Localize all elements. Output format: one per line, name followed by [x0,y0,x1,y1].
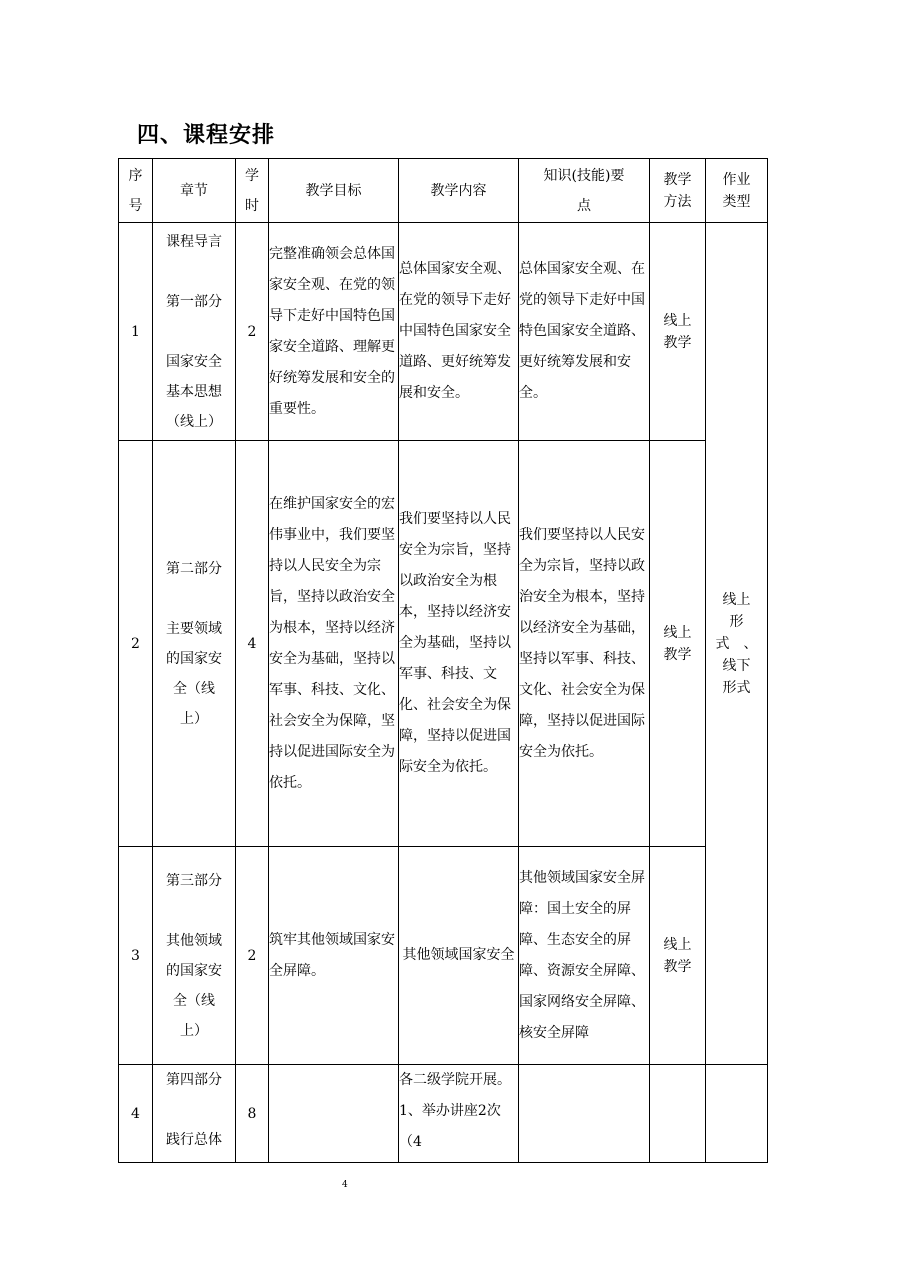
header-seq-line2: 号 [128,197,143,214]
homework-line: 线下 [722,657,751,674]
homework-type-cell [706,223,768,1065]
header-homework [706,159,768,223]
row1-chapter [153,223,236,441]
row4-chapter [153,1065,236,1163]
row1-chapter-line: 课程导言 [166,233,222,250]
row3-method-line: 教学 [663,958,692,975]
row2-method-line: 教学 [663,646,692,663]
row4-method [650,1065,706,1163]
row4-seq: 4 [119,1065,153,1163]
header-row [119,159,768,223]
row3-method-line: 线上 [663,936,692,953]
row4-points [519,1065,650,1163]
row1-content: 总体国家安全观、在党的领导下走好中国特色国家安全道路、更好统筹发展和安全。 [399,223,519,441]
row3-chapter-line: 的国家安 [166,962,222,979]
homework-line: 线上 [722,591,751,608]
row2-chapter-line: 上） [180,710,208,727]
header-method-line1: 教学 [663,171,692,188]
row3-chapter-line: 其他领域 [166,932,222,949]
row4-hours: 8 [236,1065,269,1163]
table-row [119,441,768,847]
row4-homework [706,1065,768,1163]
course-schedule-table [118,158,768,1163]
row3-hours: 2 [236,847,269,1065]
row2-seq: 2 [119,441,153,847]
header-points-line1: 知识(技能)要 [543,167,625,184]
header-method-line2: 方法 [663,193,692,210]
homework-line: 形 [729,613,744,630]
row2-chapter-line: 的国家安 [166,650,222,667]
header-goal: 教学目标 [269,159,399,223]
row1-method [650,223,706,441]
row3-points: 其他领域国家安全屏障：国土安全的屏障、生态安全的屏障、资源安全屏障、国家网络安全屏障、核安全屏障 [519,847,650,1065]
row2-chapter [153,441,236,847]
row3-goal: 筑牢其他领域国家安全屏障。 [269,847,399,1065]
row2-chapter-line: 全（线 [173,680,215,697]
homework-line: 式 、 [715,635,758,652]
row1-hours: 2 [236,223,269,441]
row3-content: 其他领域国家安全 [399,847,519,1065]
header-hours-line1: 学 [245,167,259,184]
row2-method [650,441,706,847]
row1-chapter-line: 基本思想 [166,383,222,400]
row3-method [650,847,706,1065]
header-homework-line2: 类型 [722,193,751,210]
row2-points: 我们要坚持以人民安全为宗旨，坚持以政治安全为根本，坚持以经济安全为基础，坚持以军事、科技、文化、社会安全为保障，坚持以促进国际安全为依托。 [519,441,650,847]
row3-chapter-line: 上） [180,1022,208,1039]
row1-method-line: 线上 [663,312,692,329]
row2-content: 我们要坚持以人民安全为宗旨，坚持以政治安全为根本，坚持以经济安全为基础，坚持以军事、科技、文化、社会安全为保障，坚持以促进国际安全为依托。 [399,441,519,847]
row1-chapter-line: 国家安全 [166,353,222,370]
row1-chapter-line: 第一部分 [166,293,222,310]
header-seq-line1: 序 [128,167,143,184]
header-homework-line1: 作业 [722,171,751,188]
header-hours-line2: 时 [245,197,259,214]
header-method [650,159,706,223]
row2-goal: 在维护国家安全的宏伟事业中，我们要坚持以人民安全为宗旨，坚持以政治安全为根本，坚持以经济安全为基础，坚持以军事、科技、文化、社会安全为保障，坚持以促进国际安全为依托。 [269,441,399,847]
table-row [119,223,768,441]
header-points [519,159,650,223]
row3-chapter-line: 第三部分 [166,872,222,889]
row3-chapter-line: 全（线 [173,992,215,1009]
header-hours [236,159,269,223]
row4-goal [269,1065,399,1163]
row1-seq: 1 [119,223,153,441]
header-seq [119,159,153,223]
row3-seq: 3 [119,847,153,1065]
homework-line: 形式 [722,679,751,696]
row2-chapter-line: 第二部分 [166,560,222,577]
table-row [119,847,768,1065]
row1-goal: 完整准确领会总体国家安全观、在党的领导下走好中国特色国家安全道路、理解更好统筹发展和安全的重要性。 [269,223,399,441]
header-points-line2: 点 [577,197,591,214]
row3-chapter [153,847,236,1065]
row1-points: 总体国家安全观、在党的领导下走好中国特色国家安全道路、更好统筹发展和安全。 [519,223,650,441]
table-row [119,1065,768,1163]
section-heading: 四、课程安排 [137,123,276,148]
row4-chapter-line: 践行总体 [166,1132,222,1148]
row2-hours: 4 [236,441,269,847]
row4-content: 各二级学院开展。1、举办讲座2次（4 [399,1065,519,1163]
row1-method-line: 教学 [663,334,692,351]
header-chapter: 章节 [153,159,236,223]
page-number: 4 [342,1180,348,1190]
header-content: 教学内容 [399,159,519,223]
row2-chapter-line: 主要领域 [166,620,222,637]
row1-chapter-line: （线上） [166,413,222,430]
row4-chapter-line: 第四部分 [166,1072,222,1088]
row2-method-line: 线上 [663,624,692,641]
